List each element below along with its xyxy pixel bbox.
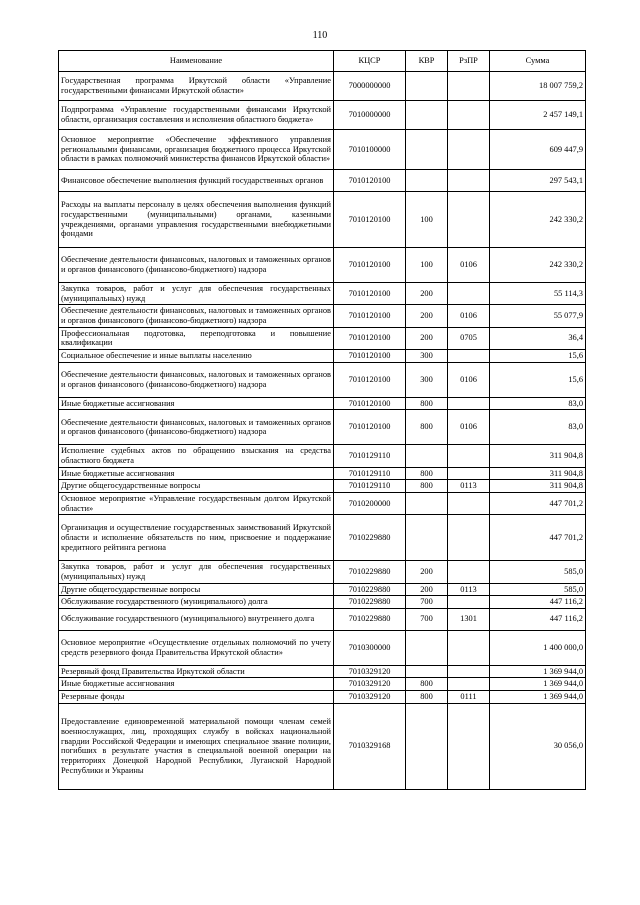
row-rzpr xyxy=(448,596,490,609)
row-kvr xyxy=(406,515,448,561)
row-name: Подпрограмма «Управление государственными финансами Иркутской области, организация составления и исполнения областного бюджета» xyxy=(59,101,334,130)
row-rzpr: 0113 xyxy=(448,480,490,493)
row-kcsr: 7010300000 xyxy=(334,630,406,665)
row-kvr: 300 xyxy=(406,349,448,362)
row-sum: 1 369 944,0 xyxy=(490,691,586,704)
row-rzpr xyxy=(448,515,490,561)
row-name: Основное мероприятие «Осуществление отдельных полномочий по учету средств резервного фонда Правительства Иркутской области» xyxy=(59,630,334,665)
row-sum: 2 457 149,1 xyxy=(490,101,586,130)
row-kvr: 200 xyxy=(406,305,448,327)
row-sum: 83,0 xyxy=(490,397,586,410)
table-header-row xyxy=(59,51,586,72)
row-sum: 15,6 xyxy=(490,362,586,397)
row-kvr: 800 xyxy=(406,691,448,704)
row-sum: 311 904,8 xyxy=(490,480,586,493)
row-rzpr: 0705 xyxy=(448,327,490,349)
table-row xyxy=(59,492,586,514)
row-kcsr: 7010329120 xyxy=(334,678,406,691)
row-rzpr: 0111 xyxy=(448,691,490,704)
row-rzpr xyxy=(448,630,490,665)
row-kcsr: 7010329120 xyxy=(334,665,406,678)
row-kcsr: 7010229880 xyxy=(334,608,406,630)
table-row xyxy=(59,583,586,596)
row-name: Расходы на выплаты персоналу в целях обеспечения выполнения функций государственными (муниципальными) органами, казенными учреждениями, органами управления государственными внебюджетными фондами xyxy=(59,192,334,248)
row-rzpr xyxy=(448,665,490,678)
row-kcsr: 7000000000 xyxy=(334,72,406,101)
row-kvr: 700 xyxy=(406,596,448,609)
table-row xyxy=(59,480,586,493)
row-rzpr: 0106 xyxy=(448,248,490,283)
row-kcsr: 7010129110 xyxy=(334,467,406,480)
table-row xyxy=(59,445,586,467)
header-kcsr: КЦСР xyxy=(334,51,406,72)
table-row xyxy=(59,703,586,789)
row-kcsr: 7010229880 xyxy=(334,561,406,583)
row-sum: 242 330,2 xyxy=(490,248,586,283)
row-sum: 15,6 xyxy=(490,349,586,362)
row-rzpr xyxy=(448,445,490,467)
row-kcsr: 7010329168 xyxy=(334,703,406,789)
row-name: Закупка товаров, работ и услуг для обеспечения государственных (муниципальных) нужд xyxy=(59,283,334,305)
table-row xyxy=(59,362,586,397)
row-sum: 1 369 944,0 xyxy=(490,665,586,678)
row-rzpr xyxy=(448,397,490,410)
row-kcsr: 7010329120 xyxy=(334,691,406,704)
row-name: Организация и осуществление государственных заимствований Иркутской области и исполнение обязательств по ним, присвоение и поддержание кредитного рейтинга региона xyxy=(59,515,334,561)
row-sum: 585,0 xyxy=(490,583,586,596)
row-kvr: 800 xyxy=(406,467,448,480)
row-rzpr: 0106 xyxy=(448,410,490,445)
row-name: Закупка товаров, работ и услуг для обеспечения государственных (муниципальных) нужд xyxy=(59,561,334,583)
row-rzpr: 0106 xyxy=(448,305,490,327)
table-row xyxy=(59,101,586,130)
row-name: Профессиональная подготовка, переподготовка и повышение квалификации xyxy=(59,327,334,349)
row-sum: 311 904,8 xyxy=(490,445,586,467)
row-kvr: 100 xyxy=(406,248,448,283)
row-kcsr: 7010129110 xyxy=(334,480,406,493)
row-kvr: 800 xyxy=(406,410,448,445)
row-name: Исполнение судебных актов по обращению взыскания на средства областного бюджета xyxy=(59,445,334,467)
row-sum: 1 369 944,0 xyxy=(490,678,586,691)
table-row xyxy=(59,410,586,445)
row-kvr: 200 xyxy=(406,561,448,583)
row-kcsr: 7010120100 xyxy=(334,327,406,349)
row-name: Государственная программа Иркутской области «Управление государственными финансами Иркутской области» xyxy=(59,72,334,101)
table-row xyxy=(59,561,586,583)
row-kvr xyxy=(406,630,448,665)
budget-table xyxy=(58,50,586,790)
table-row xyxy=(59,630,586,665)
table-row xyxy=(59,305,586,327)
row-sum: 18 007 759,2 xyxy=(490,72,586,101)
row-name: Иные бюджетные ассигнования xyxy=(59,678,334,691)
row-name: Финансовое обеспечение выполнения функций государственных органов xyxy=(59,170,334,192)
table-row xyxy=(59,596,586,609)
row-kcsr: 7010100000 xyxy=(334,130,406,170)
row-kcsr: 7010120100 xyxy=(334,248,406,283)
row-sum: 447 116,2 xyxy=(490,608,586,630)
row-rzpr xyxy=(448,170,490,192)
header-sum: Сумма xyxy=(490,51,586,72)
row-name: Резервные фонды xyxy=(59,691,334,704)
table-row xyxy=(59,678,586,691)
row-rzpr xyxy=(448,349,490,362)
row-kcsr: 7010120100 xyxy=(334,362,406,397)
table-row xyxy=(59,72,586,101)
row-sum: 36,4 xyxy=(490,327,586,349)
row-kcsr: 7010120100 xyxy=(334,283,406,305)
row-name: Обслуживание государственного (муниципального) внутреннего долга xyxy=(59,608,334,630)
row-kcsr: 7010120100 xyxy=(334,170,406,192)
row-rzpr xyxy=(448,101,490,130)
row-sum: 297 543,1 xyxy=(490,170,586,192)
row-rzpr xyxy=(448,678,490,691)
row-rzpr xyxy=(448,72,490,101)
row-rzpr: 0106 xyxy=(448,362,490,397)
row-kvr xyxy=(406,445,448,467)
header-rzpr: РзПР xyxy=(448,51,490,72)
row-rzpr: 0113 xyxy=(448,583,490,596)
table-row xyxy=(59,130,586,170)
row-kvr xyxy=(406,703,448,789)
table-row xyxy=(59,170,586,192)
row-kvr: 800 xyxy=(406,678,448,691)
table-row xyxy=(59,397,586,410)
row-kvr: 200 xyxy=(406,327,448,349)
row-name: Основное мероприятие «Управление государственным долгом Иркутской области» xyxy=(59,492,334,514)
row-name: Обеспечение деятельности финансовых, налоговых и таможенных органов и органов финансового (финансово-бюджетного) надзора xyxy=(59,362,334,397)
row-kcsr: 7010000000 xyxy=(334,101,406,130)
table-row xyxy=(59,349,586,362)
table-row xyxy=(59,248,586,283)
header-name: Наименование xyxy=(59,51,334,72)
row-kcsr: 7010229880 xyxy=(334,596,406,609)
row-kcsr: 7010120100 xyxy=(334,192,406,248)
row-rzpr xyxy=(448,283,490,305)
row-kvr xyxy=(406,170,448,192)
row-rzpr xyxy=(448,492,490,514)
row-rzpr xyxy=(448,703,490,789)
row-sum: 55 077,9 xyxy=(490,305,586,327)
row-sum: 30 056,0 xyxy=(490,703,586,789)
row-kvr xyxy=(406,101,448,130)
row-name: Другие общегосударственные вопросы xyxy=(59,583,334,596)
row-name: Социальное обеспечение и иные выплаты населению xyxy=(59,349,334,362)
row-kvr xyxy=(406,72,448,101)
row-rzpr xyxy=(448,561,490,583)
row-kcsr: 7010229880 xyxy=(334,515,406,561)
row-name: Обеспечение деятельности финансовых, налоговых и таможенных органов и органов финансового (финансово-бюджетного) надзора xyxy=(59,248,334,283)
row-kcsr: 7010229880 xyxy=(334,583,406,596)
row-kvr: 300 xyxy=(406,362,448,397)
row-rzpr xyxy=(448,192,490,248)
header-kvr: КВР xyxy=(406,51,448,72)
row-name: Иные бюджетные ассигнования xyxy=(59,467,334,480)
table-row xyxy=(59,327,586,349)
row-kvr: 800 xyxy=(406,397,448,410)
table-row xyxy=(59,515,586,561)
row-name: Резервный фонд Правительства Иркутской области xyxy=(59,665,334,678)
row-rzpr: 1301 xyxy=(448,608,490,630)
row-kvr: 100 xyxy=(406,192,448,248)
row-name: Обеспечение деятельности финансовых, налоговых и таможенных органов и органов финансового (финансово-бюджетного) надзора xyxy=(59,305,334,327)
row-kcsr: 7010200000 xyxy=(334,492,406,514)
row-sum: 447 701,2 xyxy=(490,492,586,514)
table-row xyxy=(59,691,586,704)
row-kcsr: 7010120100 xyxy=(334,410,406,445)
row-kvr: 800 xyxy=(406,480,448,493)
table-row xyxy=(59,665,586,678)
row-kvr: 700 xyxy=(406,608,448,630)
row-sum: 55 114,3 xyxy=(490,283,586,305)
page-number: 110 xyxy=(312,30,328,41)
row-name: Основное мероприятие «Обеспечение эффективного управления региональными финансами, организация бюджетного процесса Иркутской области в рамках полномочий министерства финансов Иркутской области» xyxy=(59,130,334,170)
row-name: Предоставление единовременной материальной помощи членам семей военнослужащих, лиц, проходящих службу в войсках национальной гвардии Российской Федерации и имеющих специальное звание полиции, погибших в результате участия в специальной военной операции на территориях Донецкой Народной Республики, Луганской Народной Республики и Украины xyxy=(59,703,334,789)
row-sum: 585,0 xyxy=(490,561,586,583)
row-sum: 609 447,9 xyxy=(490,130,586,170)
row-sum: 83,0 xyxy=(490,410,586,445)
table-row xyxy=(59,467,586,480)
row-name: Обслуживание государственного (муниципального) долга xyxy=(59,596,334,609)
row-sum: 311 904,8 xyxy=(490,467,586,480)
row-rzpr xyxy=(448,467,490,480)
row-kvr xyxy=(406,492,448,514)
row-kvr: 200 xyxy=(406,583,448,596)
row-name: Обеспечение деятельности финансовых, налоговых и таможенных органов и органов финансового (финансово-бюджетного) надзора xyxy=(59,410,334,445)
row-kvr: 200 xyxy=(406,283,448,305)
row-name: Другие общегосударственные вопросы xyxy=(59,480,334,493)
row-sum: 242 330,2 xyxy=(490,192,586,248)
row-name: Иные бюджетные ассигнования xyxy=(59,397,334,410)
table-row xyxy=(59,192,586,248)
row-kvr xyxy=(406,665,448,678)
row-sum: 1 400 000,0 xyxy=(490,630,586,665)
table-row xyxy=(59,283,586,305)
row-kcsr: 7010120100 xyxy=(334,397,406,410)
row-sum: 447 116,2 xyxy=(490,596,586,609)
row-kcsr: 7010120100 xyxy=(334,305,406,327)
row-kcsr: 7010129110 xyxy=(334,445,406,467)
row-kcsr: 7010120100 xyxy=(334,349,406,362)
row-sum: 447 701,2 xyxy=(490,515,586,561)
row-rzpr xyxy=(448,130,490,170)
row-kvr xyxy=(406,130,448,170)
table-row xyxy=(59,608,586,630)
